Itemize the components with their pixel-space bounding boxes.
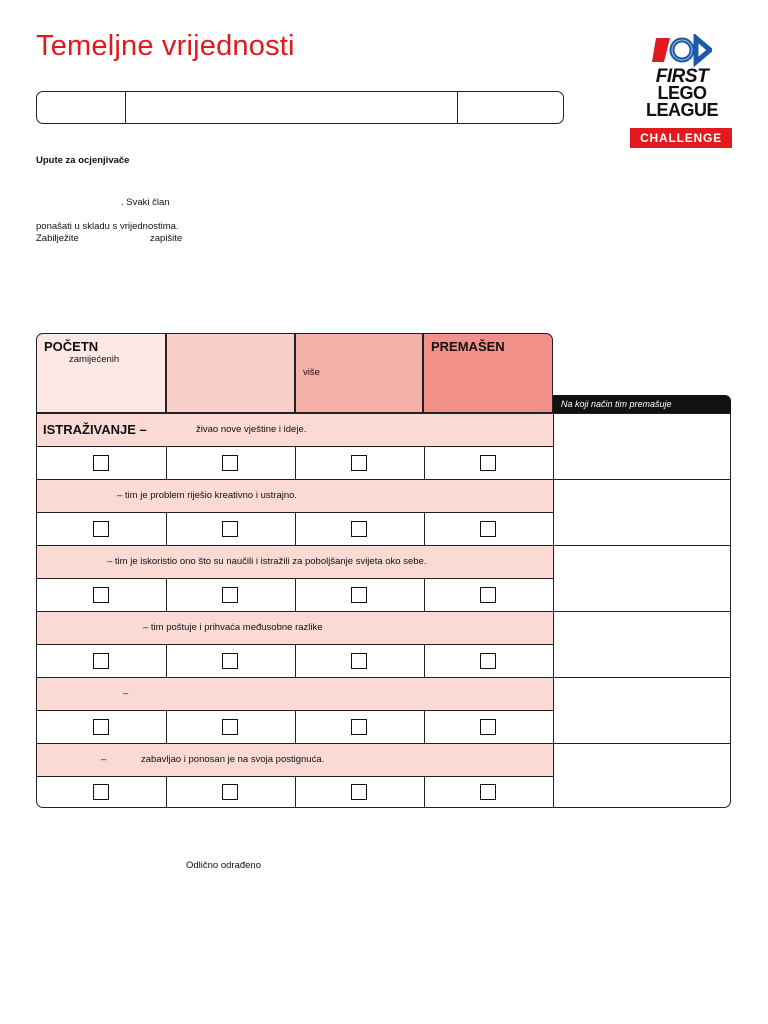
instructions-text: Zabilježite xyxy=(36,233,79,244)
column-divider xyxy=(295,776,296,808)
criterion-text: – xyxy=(123,688,129,699)
first-emblem-icon xyxy=(652,34,712,68)
header-divider xyxy=(125,92,126,123)
logo-league-text: LEAGUE xyxy=(645,100,718,120)
checkbox-accomplished[interactable] xyxy=(351,521,367,537)
logo-challenge-badge: CHALLENGE xyxy=(630,128,732,148)
column-divider xyxy=(166,710,167,743)
column-divider xyxy=(424,710,425,743)
column-divider xyxy=(424,776,425,808)
criterion-band xyxy=(37,546,554,578)
column-divider xyxy=(295,512,296,545)
level-developing-header xyxy=(166,333,295,413)
criterion-band xyxy=(37,744,554,776)
criterion-text: živao nove vještine i ideje. xyxy=(196,424,307,435)
criterion-text: – tim je iskoristio ono što su naučili i istražili za poboljšanje svijeta oko sebe. xyxy=(107,556,427,567)
logo-first-text: FIRST xyxy=(655,66,709,87)
checkbox-accomplished[interactable] xyxy=(351,784,367,800)
level-label: POČETN xyxy=(44,339,99,354)
column-divider xyxy=(295,578,296,611)
column-divider xyxy=(295,710,296,743)
rubric-grid xyxy=(36,413,731,808)
criterion-text: zabavljao i ponosan je na svoja postignuća. xyxy=(141,754,325,765)
checkbox-developing[interactable] xyxy=(222,784,238,800)
column-divider xyxy=(166,776,167,808)
criterion-band xyxy=(37,678,554,710)
checkbox-exceeds[interactable] xyxy=(480,587,496,603)
criterion-band xyxy=(37,414,554,446)
checkbox-exceeds[interactable] xyxy=(480,521,496,537)
level-description: zamijećenih xyxy=(69,354,120,365)
column-divider xyxy=(295,446,296,479)
column-divider xyxy=(424,644,425,677)
checkbox-developing[interactable] xyxy=(222,587,238,603)
column-divider xyxy=(166,644,167,677)
checkbox-accomplished[interactable] xyxy=(351,719,367,735)
criterion-band xyxy=(37,480,554,512)
checkbox-developing[interactable] xyxy=(222,653,238,669)
column-divider xyxy=(295,644,296,677)
checkbox-accomplished[interactable] xyxy=(351,587,367,603)
instructions-text: . Svaki član xyxy=(121,197,170,208)
level-accomplished-header xyxy=(295,333,423,413)
checkbox-accomplished[interactable] xyxy=(351,455,367,471)
column-divider xyxy=(166,578,167,611)
checkbox-developing[interactable] xyxy=(222,455,238,471)
checkbox-beginning[interactable] xyxy=(93,784,109,800)
level-description: više xyxy=(303,367,320,378)
comment-column-divider xyxy=(553,414,554,808)
header-divider xyxy=(457,92,458,123)
criterion-band xyxy=(37,612,554,644)
checkbox-developing[interactable] xyxy=(222,719,238,735)
column-divider xyxy=(424,446,425,479)
footer-text: Odlično odrađeno xyxy=(186,860,261,871)
level-exceeds-header xyxy=(423,333,553,413)
column-divider xyxy=(424,512,425,545)
checkbox-exceeds[interactable] xyxy=(480,653,496,669)
checkbox-beginning[interactable] xyxy=(93,719,109,735)
criterion-text: – tim poštuje i prihvaća međusobne razlike xyxy=(143,622,323,633)
checkbox-beginning[interactable] xyxy=(93,455,109,471)
criterion-text: – xyxy=(101,754,107,765)
checkbox-developing[interactable] xyxy=(222,521,238,537)
instructions-text: ponašati u skladu s vrijednostima. xyxy=(36,221,179,232)
checkbox-accomplished[interactable] xyxy=(351,653,367,669)
checkbox-beginning[interactable] xyxy=(93,653,109,669)
logo-lego-text: LEGO xyxy=(657,83,707,103)
criterion-text: – tim je problem riješio kreativno i ustrajno. xyxy=(117,490,298,501)
instructions-text: zapišite xyxy=(150,233,183,244)
logo-wordmark xyxy=(642,68,722,119)
level-label: PREMAŠEN xyxy=(431,339,505,354)
column-divider xyxy=(424,578,425,611)
level-beginning-header xyxy=(36,333,166,413)
column-divider xyxy=(166,446,167,479)
team-info-box[interactable] xyxy=(36,91,564,124)
checkbox-beginning[interactable] xyxy=(93,587,109,603)
checkbox-exceeds[interactable] xyxy=(480,784,496,800)
checkbox-exceeds[interactable] xyxy=(480,719,496,735)
checkbox-exceeds[interactable] xyxy=(480,455,496,471)
page-title: Temeljne vrijednosti xyxy=(36,30,295,62)
instructions-heading: Upute za ocjenjivače xyxy=(36,155,130,166)
criterion-title: ISTRAŽIVANJE – xyxy=(43,422,147,437)
column-divider xyxy=(166,512,167,545)
checkbox-beginning[interactable] xyxy=(93,521,109,537)
comment-column-header: Na koji način tim premašuje xyxy=(553,395,731,413)
first-lego-league-logo xyxy=(628,34,732,150)
